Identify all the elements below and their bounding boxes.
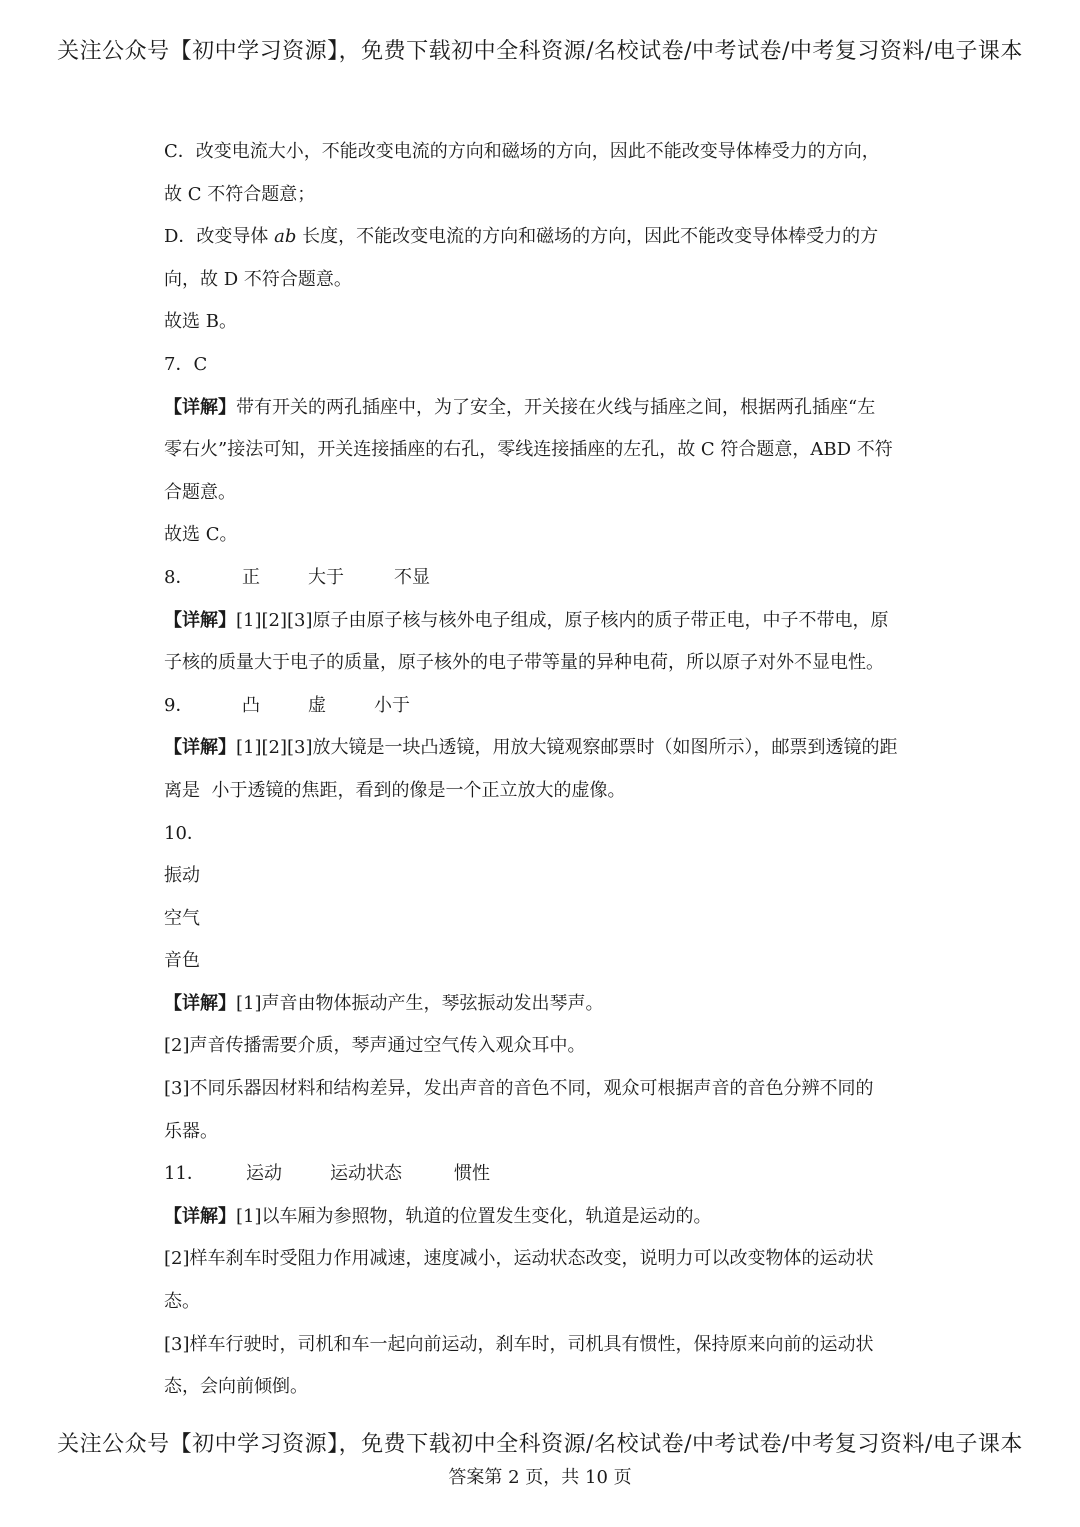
q7-detail-text: 带有开关的两孔插座中，为了安全，开关接在火线与插座之间，根据两孔插座“左 bbox=[236, 396, 876, 418]
q11-detail-line1 bbox=[164, 1196, 924, 1239]
q10-detail-line4: 乐器。 bbox=[164, 1120, 218, 1142]
q10-number: 10． bbox=[164, 822, 205, 844]
q8-answer-1: 正 bbox=[242, 566, 260, 588]
q11-detail-text: [1]以车厢为参照物，轨道的位置发生变化，轨道是运动的。 bbox=[236, 1205, 712, 1227]
q6-choice: 故选 B。 bbox=[164, 311, 237, 333]
q6-option-d-line2: 向，故 D 不符合题意。 bbox=[164, 268, 352, 290]
q6-option-c-line2: 故 C 不符合题意； bbox=[164, 183, 316, 205]
q11-answer-2: 运动状态 bbox=[330, 1163, 402, 1185]
q9-detail-text: [1][2][3]放大镜是一块凸透镜，用放大镜观察邮票时（如图所示），邮票到透镜的距 bbox=[236, 737, 898, 759]
q10-answer-2: 空气 bbox=[164, 907, 200, 929]
q11-detail-line5: 态，会向前倾倒。 bbox=[164, 1376, 308, 1398]
q10-detail-text: [1]声音由物体振动产生，琴弦振动发出琴声。 bbox=[236, 992, 604, 1014]
q9-detail-line1 bbox=[164, 727, 924, 770]
q9-answer-1: 凸 bbox=[242, 694, 260, 716]
q6-d-suffix: 长度，不能改变电流的方向和磁场的方向，因此不能改变导体棒受力的方 bbox=[296, 226, 879, 248]
q10-answer-1: 振动 bbox=[164, 865, 200, 887]
q7-detail-line1 bbox=[164, 387, 924, 430]
detail-label: 【详解】 bbox=[164, 737, 236, 759]
q11-answer bbox=[164, 1153, 924, 1196]
q11-detail-line2: [2]样车刹车时受阻力作用减速，速度减小，运动状态改变，说明力可以改变物体的运动状 bbox=[164, 1248, 874, 1270]
q9-answer bbox=[164, 685, 924, 728]
q8-answer-3: 不显 bbox=[394, 566, 430, 588]
q9-answer-3: 小于 bbox=[374, 694, 410, 716]
q8-answer bbox=[164, 557, 924, 600]
q10-detail-line3: [3]不同乐器因材料和结构差异，发出声音的音色不同，观众可根据声音的音色分辨不同的 bbox=[164, 1078, 874, 1100]
q8-answer-2: 大于 bbox=[308, 566, 344, 588]
q9-answer-2: 虚 bbox=[308, 694, 326, 716]
q10-detail-line1 bbox=[164, 983, 924, 1026]
q11-number: 11． bbox=[164, 1163, 205, 1185]
q6-d-prefix: D．改变导体 bbox=[164, 226, 275, 248]
q11-detail-line3: 态。 bbox=[164, 1291, 200, 1313]
q7-choice: 故选 C。 bbox=[164, 524, 238, 546]
q10-detail-line2: [2]声音传播需要介质，琴声通过空气传入观众耳中。 bbox=[164, 1035, 586, 1057]
q7-detail-line2: 零右火”接法可知，开关连接插座的右孔，零线连接插座的左孔，故 C 符合题意，ABD 不符 bbox=[164, 439, 893, 461]
page-number: 答案第 2 页，共 10 页 bbox=[448, 1467, 632, 1488]
answer-content bbox=[164, 131, 924, 1409]
q8-detail-text: [1][2][3]原子由原子核与核外电子组成，原子核内的质子带正电，中子不带电，原 bbox=[236, 609, 889, 631]
q7-detail-line3: 合题意。 bbox=[164, 481, 236, 503]
q8-detail-line1 bbox=[164, 600, 924, 643]
q7-answer: 7．C bbox=[164, 353, 208, 375]
q8-number: 8． bbox=[164, 566, 194, 588]
q11-answer-1: 运动 bbox=[246, 1163, 282, 1185]
q11-answer-3: 惯性 bbox=[454, 1163, 490, 1185]
detail-label: 【详解】 bbox=[164, 609, 236, 631]
q10-answer-3: 音色 bbox=[164, 950, 200, 972]
q9-number: 9． bbox=[164, 694, 194, 716]
q6-d-variable: ab bbox=[274, 226, 297, 248]
q6-option-c-line1: C．改变电流大小，不能改变电流的方向和磁场的方向，因此不能改变导体棒受力的方向， bbox=[164, 141, 880, 162]
header-banner: 关注公众号【初中学习资源】，免费下载初中全科资源/名校试卷/中考试卷/中考复习资料/电子课本 bbox=[57, 39, 1023, 64]
detail-label: 【详解】 bbox=[164, 396, 236, 418]
q8-detail-line2: 子核的质量大于电子的质量，原子核外的电子带等量的异种电荷，所以原子对外不显电性。 bbox=[164, 652, 884, 674]
footer-banner: 关注公众号【初中学习资源】，免费下载初中全科资源/名校试卷/中考试卷/中考复习资料/电子课本 bbox=[57, 1432, 1023, 1457]
detail-label: 【详解】 bbox=[164, 1205, 236, 1227]
q9-detail-line2: 离是 小于透镜的焦距，看到的像是一个正立放大的虚像。 bbox=[164, 779, 626, 801]
q6-option-d-line1 bbox=[164, 216, 924, 259]
detail-label: 【详解】 bbox=[164, 992, 236, 1014]
q11-detail-line4: [3]样车行驶时，司机和车一起向前运动，刹车时，司机具有惯性，保持原来向前的运动状 bbox=[164, 1333, 874, 1355]
